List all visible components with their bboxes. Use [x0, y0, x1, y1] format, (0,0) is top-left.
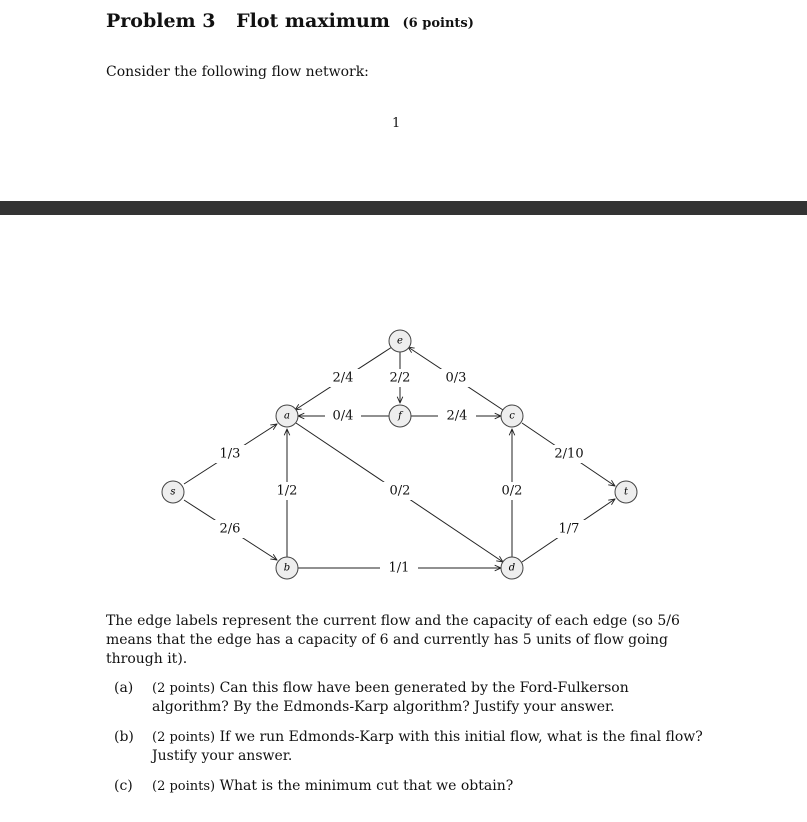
label-f-c: 2/4	[446, 408, 468, 424]
question-text: What is the minimum cut that we obtain?	[219, 778, 514, 794]
node-t	[615, 481, 637, 503]
label-a-d: 0/2	[389, 483, 411, 499]
question-a	[114, 679, 709, 716]
question-letter: (b)	[114, 729, 134, 745]
label-b-d: 1/1	[388, 560, 410, 576]
node-b	[276, 557, 298, 579]
problem-title	[106, 10, 474, 32]
explanation-text: The edge labels represent the current flow and the capacity of each edge (so 5/6 means that the edge has a capacity of 6 and currently has 5 units of flow going through it).	[106, 613, 680, 667]
svg-text:e: e	[397, 335, 403, 347]
label-d-c: 0/2	[501, 483, 523, 499]
divider-bar	[0, 201, 807, 215]
label-c-t: 2/10	[554, 446, 584, 462]
node-e	[389, 330, 411, 352]
question-b	[114, 728, 709, 765]
svg-text:b: b	[283, 562, 291, 574]
question-text: Can this flow have been generated by the Ford-Fulkerson algorithm? By the Edmonds-Karp algorithm? Justify your answer.	[152, 680, 629, 715]
svg-text:f: f	[398, 410, 402, 422]
node-d	[501, 557, 523, 579]
label-c-e: 0/3	[445, 370, 467, 386]
node-s	[162, 481, 184, 503]
svg-text:s: s	[170, 486, 176, 498]
question-c	[114, 777, 709, 796]
flow-network-graph	[0, 320, 807, 590]
svg-text:a: a	[284, 410, 290, 422]
label-s-b: 2/6	[219, 521, 241, 537]
label-b-a: 1/2	[276, 483, 298, 499]
question-text: If we run Edmonds-Karp with this initial flow, what is the final flow? Justify your answer.	[152, 729, 703, 764]
label-d-t: 1/7	[558, 521, 580, 537]
question-list	[114, 679, 709, 808]
node-a	[276, 405, 298, 427]
svg-text:d: d	[508, 562, 516, 574]
question-letter: (c)	[114, 778, 133, 794]
problem-name: Flot maximum	[236, 10, 390, 32]
problem-number: Problem 3	[106, 10, 216, 32]
question-letter: (a)	[114, 680, 134, 696]
question-points: (2 points)	[152, 681, 216, 696]
node-c	[501, 405, 523, 427]
svg-text:t: t	[623, 486, 629, 498]
question-points: (2 points)	[152, 779, 216, 794]
label-f-a: 0/4	[332, 408, 354, 424]
node-f	[389, 405, 411, 427]
intro-text: Consider the following flow network:	[106, 64, 369, 80]
label-e-f: 2/2	[389, 370, 411, 386]
label-e-a: 2/4	[332, 370, 354, 386]
page-number: 1	[392, 116, 401, 131]
svg-text:c: c	[509, 410, 515, 422]
problem-points: (6 points)	[402, 16, 474, 31]
question-points: (2 points)	[152, 730, 216, 745]
label-s-a: 1/3	[219, 446, 241, 462]
